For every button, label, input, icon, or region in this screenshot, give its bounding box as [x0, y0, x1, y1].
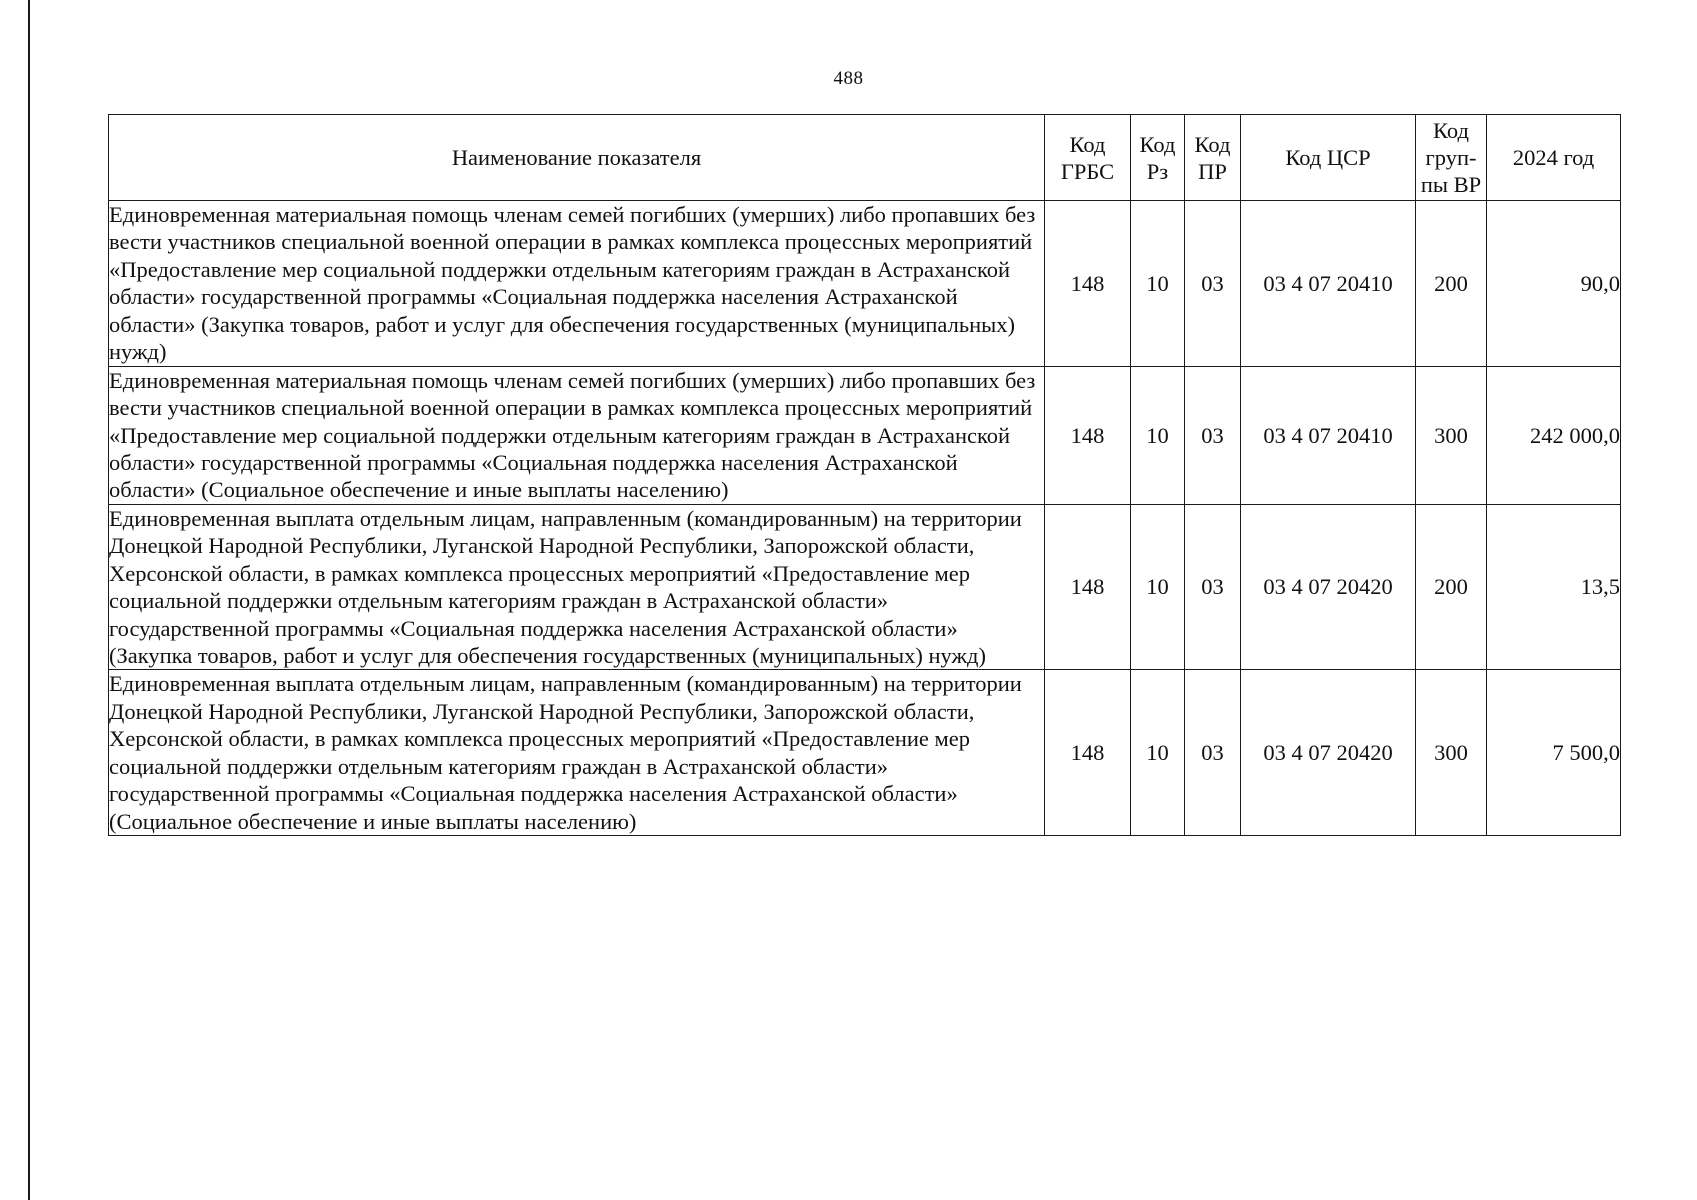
row-vr-cell: 200 [1416, 504, 1487, 670]
row-rz-cell: 10 [1131, 201, 1185, 367]
row-rz-cell: 10 [1131, 366, 1185, 504]
row-csr-cell: 03 4 07 20420 [1241, 670, 1416, 836]
row-grbs-cell: 148 [1045, 504, 1131, 670]
page-number: 488 [833, 68, 864, 89]
row-grbs-cell: 148 [1045, 201, 1131, 367]
row-csr-cell: 03 4 07 20420 [1241, 504, 1416, 670]
budget-table [108, 114, 1621, 836]
header-grbs: Код ГРБС [1045, 115, 1131, 201]
row-name-cell: Единовременная выплата отдельным лицам, направленным (командированным) на территории Донецкой Народной Республики, Луганской Народной Республики, Запорожской области, Херсонской области, в рамках комплекса процессных мероприятий «Предоставление мер социальной поддержки отдельным категориям граждан в Астраханской области» государственной программы «Социальная поддержка населения Астраханской области» (Социальное обеспечение и иные выплаты населению) [109, 670, 1045, 836]
row-pr-cell: 03 [1185, 366, 1241, 504]
table-header-row [109, 115, 1621, 201]
table-row [109, 670, 1621, 836]
row-vr-cell: 300 [1416, 670, 1487, 836]
table-row [109, 504, 1621, 670]
row-grbs-cell: 148 [1045, 670, 1131, 836]
row-vr-cell: 200 [1416, 201, 1487, 367]
scan-edge-line [28, 0, 30, 1200]
row-vr-cell: 300 [1416, 366, 1487, 504]
row-amount-cell: 242 000,0 [1487, 366, 1621, 504]
row-rz-cell: 10 [1131, 670, 1185, 836]
row-pr-cell: 03 [1185, 201, 1241, 367]
row-amount-cell: 90,0 [1487, 201, 1621, 367]
row-pr-cell: 03 [1185, 504, 1241, 670]
header-csr: Код ЦСР [1241, 115, 1416, 201]
table-row [109, 201, 1621, 367]
header-name: Наименование показателя [109, 115, 1045, 201]
row-name-cell: Единовременная выплата отдельным лицам, направленным (командированным) на территории Донецкой Народной Республики, Луганской Народной Республики, Запорожской области, Херсонской области, в рамках комплекса процессных мероприятий «Предоставление мер социальной поддержки отдельным категориям граждан в Астраханской области» государственной программы «Социальная поддержка населения Астраханской области» (Закупка товаров, работ и услуг для обеспечения государственных (муниципальных) нужд) [109, 504, 1045, 670]
header-year: 2024 год [1487, 115, 1621, 201]
row-name-cell: Единовременная материальная помощь членам семей погибших (умерших) либо пропавших без вести участников специальной военной операции в рамках комплекса процессных мероприятий «Предоставление мер социальной поддержки отдельным категориям граждан в Астраханской области» государственной программы «Социальная поддержка населения Астраханской области» (Закупка товаров, работ и услуг для обеспечения государственных (муниципальных) нужд) [109, 201, 1045, 367]
header-rz: Код Рз [1131, 115, 1185, 201]
row-name-cell: Единовременная материальная помощь членам семей погибших (умерших) либо пропавших без вести участников специальной военной операции в рамках комплекса процессных мероприятий «Предоставление мер социальной поддержки отдельным категориям граждан в Астраханской области» государственной программы «Социальная поддержка населения Астраханской области» (Социальное обеспечение и иные выплаты населению) [109, 366, 1045, 504]
row-csr-cell: 03 4 07 20410 [1241, 201, 1416, 367]
table-row [109, 366, 1621, 504]
header-pr: Код ПР [1185, 115, 1241, 201]
row-csr-cell: 03 4 07 20410 [1241, 366, 1416, 504]
row-grbs-cell: 148 [1045, 366, 1131, 504]
header-vr: Код груп-пы ВР [1416, 115, 1487, 201]
row-amount-cell: 7 500,0 [1487, 670, 1621, 836]
row-rz-cell: 10 [1131, 504, 1185, 670]
row-amount-cell: 13,5 [1487, 504, 1621, 670]
row-pr-cell: 03 [1185, 670, 1241, 836]
